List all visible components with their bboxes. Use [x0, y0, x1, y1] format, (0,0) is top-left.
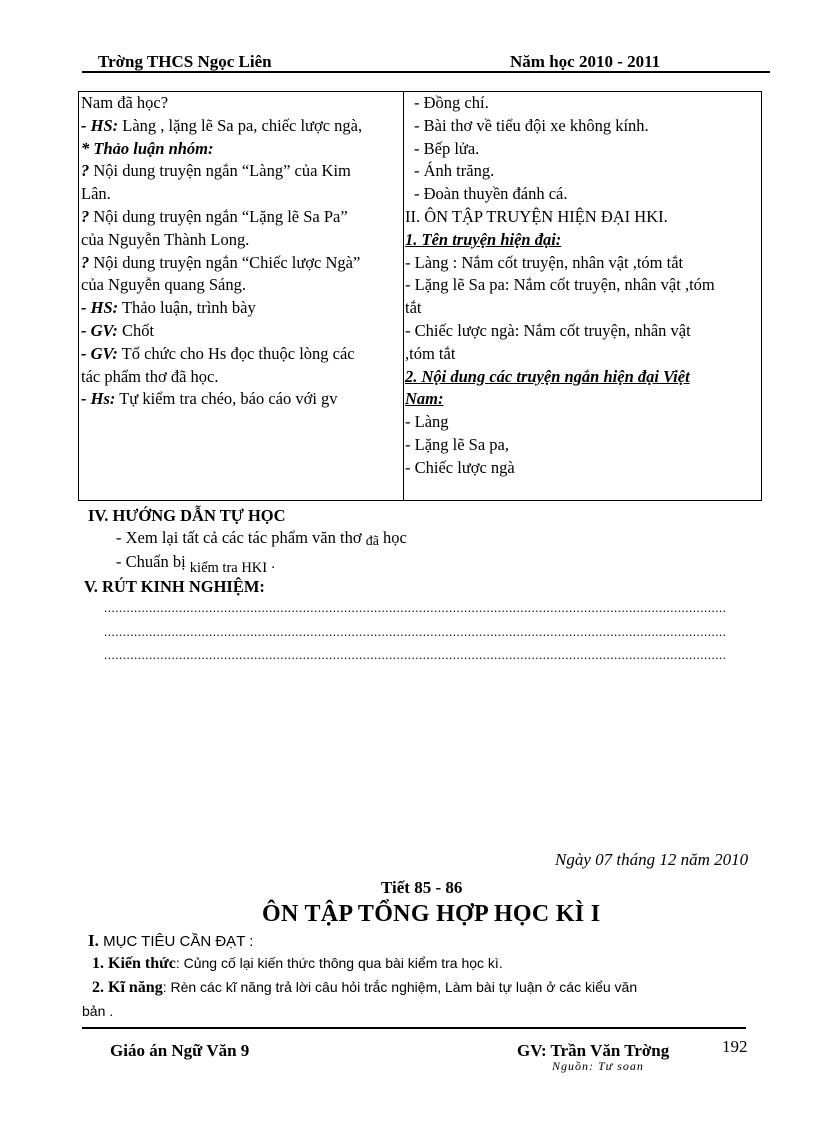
poem-list	[405, 92, 761, 206]
list-item: - Chiếc lược ngà	[405, 457, 515, 477]
section2-title: II. ÔN TẬP TRUYỆN HIỆN ĐẠI HKI.	[405, 206, 668, 226]
section4-item2-rest: kiểm tra HKI ·	[189, 560, 276, 576]
line-text: tác phẩm thơ đã học.	[81, 366, 219, 386]
left-line	[81, 160, 399, 183]
objectives-heading: MỤC TIÊU CẦN ĐẠT :	[103, 933, 254, 950]
line-text: Tự kiểm tra chéo, báo cáo với gv	[115, 389, 338, 409]
header-school: Trờng THCS Ngọc Liên	[98, 52, 272, 71]
section4-item1	[116, 528, 407, 548]
skill-line-2: bản .	[82, 1003, 114, 1019]
left-line	[81, 206, 399, 229]
left-line	[81, 274, 399, 297]
footer-rule	[82, 1027, 746, 1029]
line-prefix: ?	[81, 252, 90, 272]
line-text: Thảo luận, trình bày	[118, 298, 256, 318]
subsection1-list	[405, 252, 761, 366]
subsection2-list	[405, 411, 761, 479]
page-number: 192	[722, 1037, 748, 1056]
line-prefix: - Hs:	[81, 389, 116, 409]
left-line	[81, 115, 399, 138]
line-prefix: ?	[81, 161, 90, 181]
list-item: - Chiếc lược ngà: Nắm cốt truyện, nhân vật	[405, 320, 691, 340]
footer-subject: Giáo án Ngữ Văn 9	[110, 1041, 250, 1060]
list-item: - Bài thơ về tiểu đội xe không kính.	[414, 115, 649, 135]
line-text: Nội dung truyện ngắn “Làng” của Kim	[89, 161, 351, 181]
list-item: - Làng : Nắm cốt truyện, nhân vật ,tóm tắt	[405, 252, 684, 272]
line-text: Nội dung truyện ngắn “Lặng lẽ Sa Pa”	[89, 206, 348, 226]
section4-title: IV. HƯỚNG DẪN TỰ HỌC	[88, 506, 286, 525]
subsection1-title: 1. Tên truyện hiện đại:	[405, 229, 562, 249]
list-item: tắt	[405, 298, 422, 318]
line-text: Nội dung truyện ngắn “Chiếc lược Ngà”	[89, 252, 361, 272]
lesson-date: Ngày 07 tháng 12 năm 2010	[555, 850, 749, 869]
footer-teacher: GV: Trần Văn Trờng	[517, 1041, 670, 1060]
notes-line-3: ......................................................................................................................................................................	[104, 647, 727, 662]
line-text: Làng , lặng lẽ Sa pa, chiếc lược ngà,	[118, 115, 363, 135]
section4-item2	[116, 552, 276, 576]
line-prefix: - HS:	[81, 115, 119, 135]
list-item: - Lặng lẽ Sa pa: Nắm cốt truyện, nhân vật ,tóm	[405, 275, 715, 295]
notes-line-1: ......................................................................................................................................................................	[104, 600, 727, 615]
line-prefix: ?	[81, 206, 90, 226]
skill-text: : Rèn các kĩ năng trả lời câu hỏi trắc nghiệm, Làm bài tự luận ở các kiểu văn	[162, 979, 638, 995]
left-line	[81, 252, 399, 275]
footer-source: Nguồn: Tư soan	[552, 1059, 644, 1073]
objectives-roman: I.	[88, 931, 99, 950]
table-left-column	[81, 92, 399, 411]
table-right-column	[405, 92, 761, 480]
header-year: Năm học 2010 - 2011	[510, 52, 661, 71]
notes-line-2: ......................................................................................................................................................................	[104, 624, 727, 639]
section4-item1-text: - Xem lại tất cả các tác phẩm văn thơ	[116, 528, 362, 547]
subsection2-title-line2: Nam:	[405, 389, 444, 409]
lesson-table	[78, 91, 762, 501]
knowledge-label: 1. Kiến thức	[92, 955, 176, 972]
left-line	[81, 366, 399, 389]
section4-item1-word: đã	[365, 534, 379, 549]
line-text: Lân.	[81, 184, 111, 204]
skill-line	[92, 979, 637, 997]
objectives-title	[88, 931, 253, 951]
lesson-title: ÔN TẬP TỔNG HỢP HỌC KÌ I	[262, 901, 601, 927]
left-line	[81, 343, 399, 366]
left-line	[81, 388, 399, 411]
line-text: Chốt	[117, 320, 155, 340]
line-prefix: - GV:	[81, 343, 118, 363]
line-text: Nam đã học?	[81, 93, 169, 112]
section4-item1-end: học	[383, 528, 407, 547]
left-line	[81, 320, 399, 343]
list-item: - Ánh trăng.	[414, 161, 495, 181]
list-item: - Lặng lẽ Sa pa,	[405, 434, 510, 454]
header-rule	[82, 71, 770, 73]
list-item: - Đoàn thuyền đánh cá.	[414, 184, 568, 204]
knowledge-text: : Củng cố lại kiến thức thông qua bài kiểm tra học kì.	[175, 955, 503, 971]
section5-title: V. RÚT KINH NGHIỆM:	[84, 577, 265, 596]
line-text: Tổ chức cho Hs đọc thuộc lòng các	[117, 343, 355, 363]
list-item: ,tóm tắt	[405, 343, 456, 363]
list-item: - Đồng chí.	[414, 93, 489, 112]
left-line	[81, 138, 399, 161]
line-text: của Nguyễn quang Sáng.	[81, 275, 246, 295]
table-divider	[403, 92, 404, 500]
left-line	[81, 229, 399, 252]
knowledge-line	[92, 955, 503, 973]
lesson-number: Tiết 85 - 86	[381, 878, 463, 897]
skill-label: 2. Kĩ năng	[92, 979, 163, 996]
subsection2-title-line1: 2. Nội dung các truyện ngắn hiện đại Việt	[405, 366, 690, 386]
left-line	[81, 92, 399, 115]
list-item: - Làng	[405, 412, 449, 432]
left-line	[81, 297, 399, 320]
line-prefix: - GV:	[81, 320, 118, 340]
list-item: - Bếp lửa.	[414, 138, 480, 158]
section4-item2-text: - Chuẩn bị	[116, 552, 186, 571]
line-text: của Nguyễn Thành Long.	[81, 229, 250, 249]
line-prefix: - HS:	[81, 298, 119, 318]
line-prefix: * Thảo luận nhóm:	[81, 138, 214, 158]
left-line	[81, 183, 399, 206]
